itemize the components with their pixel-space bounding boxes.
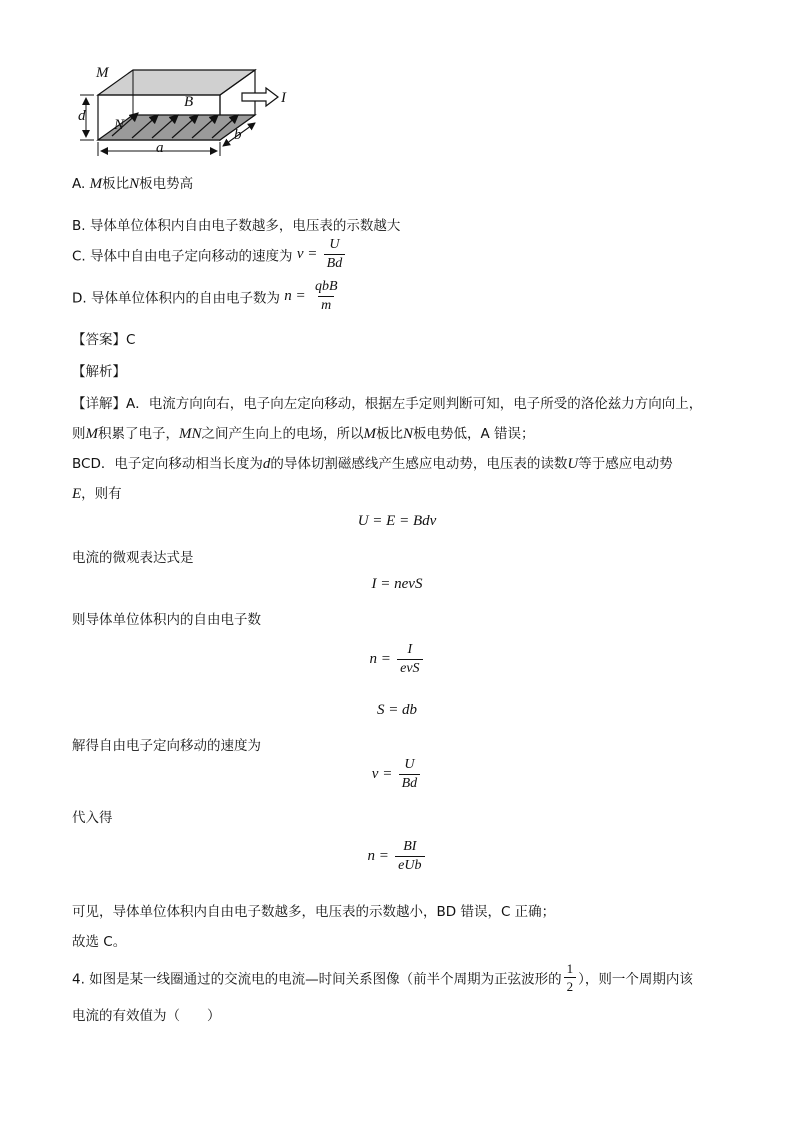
equation-3 (0, 643, 794, 676)
option-d-text: D. 导体单位体积内的自由电子数为 (72, 290, 280, 307)
analysis-heading: 【解析】 (72, 364, 126, 380)
option-d-den: m (318, 296, 334, 313)
eq3-den: evS (397, 659, 422, 676)
d2N: N (403, 426, 414, 442)
question-4-line-1 (72, 962, 693, 993)
detail-line-3 (72, 452, 673, 473)
q4-text-a: 4. 如图是某一线圈通过的交流电的电流—时间关系图像（前半个周期为正弦波形的 (72, 971, 562, 988)
option-d-fraction (312, 280, 341, 313)
option-c-text: C. 导体中自由电子定向移动的速度为 (72, 248, 293, 265)
option-c-fraction (324, 238, 346, 271)
detail-line-4 (72, 482, 122, 503)
equation-5 (0, 758, 794, 791)
text-v: 解得自由电子定向移动的速度为 (72, 738, 261, 754)
equation-1: U = E = Bdv (357, 513, 437, 529)
eq3-num: I (407, 642, 413, 657)
option-c-den: Bd (324, 254, 346, 271)
option-c-num: U (329, 237, 340, 252)
equation-6 (0, 840, 794, 873)
equation-2: I = nevS (371, 576, 423, 592)
option-a-sym1: M (89, 176, 103, 192)
d2c: 之间产生向上的电场，所以 (201, 426, 364, 442)
q4-text-b: ），则一个周期内该 (578, 971, 693, 988)
d2b: 积累了电子， (98, 426, 179, 442)
eq6-lhs: n = (367, 848, 389, 864)
label-B: B (184, 94, 194, 110)
eq6-den: eUb (395, 856, 424, 873)
text-micro: 电流的微观表达式是 (72, 550, 194, 566)
d4: ，则有 (81, 486, 122, 502)
option-d-num: qbB (314, 279, 338, 294)
d3U: U (567, 456, 579, 472)
eq6-fraction (395, 840, 424, 873)
answer (72, 328, 135, 348)
eq5-den: Bd (399, 774, 421, 791)
label-I: I (281, 90, 286, 106)
option-a-text1: 板比 (102, 176, 130, 192)
d2M: M (85, 426, 98, 442)
option-a (72, 172, 193, 193)
d2d: 板比 (376, 426, 403, 442)
d4E: E (72, 486, 82, 502)
label-b: b (234, 127, 242, 143)
d2e: 板电势低，A 错误； (413, 426, 535, 442)
detail-tag: 【详解】 (72, 396, 126, 412)
eq3-fraction (397, 643, 422, 676)
answer-value: C (126, 332, 136, 348)
text-sub: 代入得 (72, 810, 113, 826)
detail-line1-text: A．电流方向向右，电子向左定向移动，根据左手定则判断可知，电子所受的洛伦兹力方向向上， (126, 396, 703, 412)
option-b: B. 导体单位体积内自由电子数越多，电压表的示数越大 (72, 218, 401, 234)
detail-line-1 (72, 392, 702, 412)
q4-fraction (564, 962, 577, 993)
d3d: d (262, 456, 271, 472)
option-a-text2: 板电势高 (139, 176, 194, 192)
option-a-sym2: N (129, 176, 140, 192)
conclusion: 可见，导体单位体积内自由电子数越多，电压表的示数越小，BD 错误，C 正确； (72, 904, 556, 920)
label-a: a (156, 140, 164, 156)
option-d (72, 280, 343, 313)
option-a-prefix: A. (72, 176, 86, 192)
option-c-lhs: v = (296, 246, 318, 262)
eq5-fraction (399, 758, 421, 791)
equation-4: S = db (376, 702, 418, 718)
eq6-num: BI (403, 839, 417, 854)
final-answer: 故选 C。 (72, 934, 127, 950)
option-d-lhs: n = (284, 288, 306, 304)
eq5-num: U (404, 757, 415, 772)
detail-line-2 (72, 422, 535, 443)
eq3-lhs: n = (369, 651, 391, 667)
d3c: 等于感应电动势 (578, 456, 673, 472)
label-d: d (78, 108, 86, 124)
label-N: N (114, 117, 125, 133)
d2MN: MN (179, 426, 202, 442)
q4-frac-num: 1 (566, 961, 574, 976)
question-4-line-2: 电流的有效值为（ ） (72, 1008, 221, 1024)
option-c (72, 238, 347, 271)
current-arrow-icon (242, 88, 278, 106)
text-n: 则导体单位体积内的自由电子数 (72, 612, 261, 628)
d2a: 则 (72, 426, 86, 442)
d3a: BCD．电子定向移动相当长度为 (72, 456, 263, 472)
eq5-lhs: v = (371, 766, 393, 782)
label-M: M (96, 65, 109, 81)
d2M2: M (363, 426, 376, 442)
q4-frac-den: 2 (564, 977, 577, 993)
answer-tag: 【答案】 (72, 332, 126, 348)
d3b: 的导体切割磁感线产生感应电动势，电压表的读数 (270, 456, 568, 472)
